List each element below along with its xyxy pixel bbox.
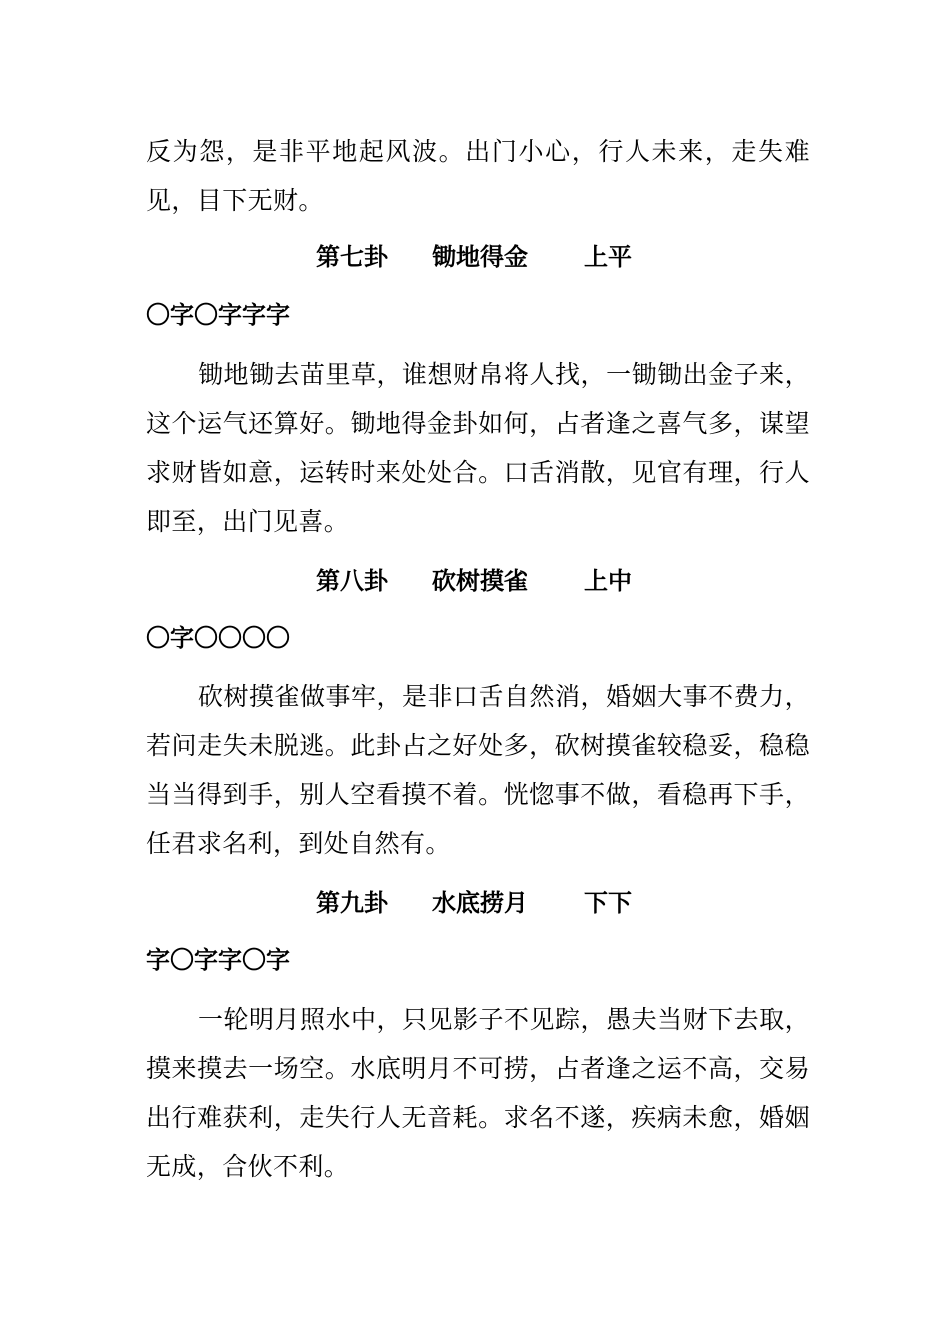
section-name: 水底捞月 [432,889,528,917]
section-number: 第八卦 [316,567,388,595]
section-pattern-7: 〇字〇字字字 [146,301,290,329]
section-grade: 下下 [584,889,632,917]
section-pattern-8: 〇字〇〇〇〇 [146,624,290,652]
section-text-8: 砍树摸雀做事牢，是非口舌自然消，婚姻大事不费力，若问走失未脱逃。此卦占之好处多，砍树摸雀较稳妥，稳稳当当得到手，别人空看摸不着。恍惚事不做，看稳再下手，任君求名利，到处自然有。 [146,682,810,858]
section-grade: 上平 [584,243,632,271]
section-grade: 上中 [584,567,632,595]
section-name: 砍树摸雀 [432,567,528,595]
section-text-7: 锄地锄去苗里草，谁想财帛将人找，一锄锄出金子来，这个运气还算好。锄地得金卦如何，占者逢之喜气多，谋望求财皆如意，运转时来处处合。口舌消散，见官有理，行人即至，出门见喜。 [146,360,810,536]
section-name: 锄地得金 [432,243,528,271]
intro-paragraph: 反为怨，是非平地起风波。出门小心，行人未来，走失难见，目下无财。 [146,137,810,215]
section-pattern-9: 字〇字字〇字 [146,946,290,974]
section-number: 第九卦 [316,889,388,917]
section-text-9: 一轮明月照水中，只见影子不见踪，愚夫当财下去取，摸来摸去一场空。水底明月不可捞，占者逢之运不高，交易出行难获利，走失行人无音耗。求名不遂，疾病未愈，婚姻无成，合伙不利。 [146,1005,810,1181]
section-number: 第七卦 [316,243,388,271]
